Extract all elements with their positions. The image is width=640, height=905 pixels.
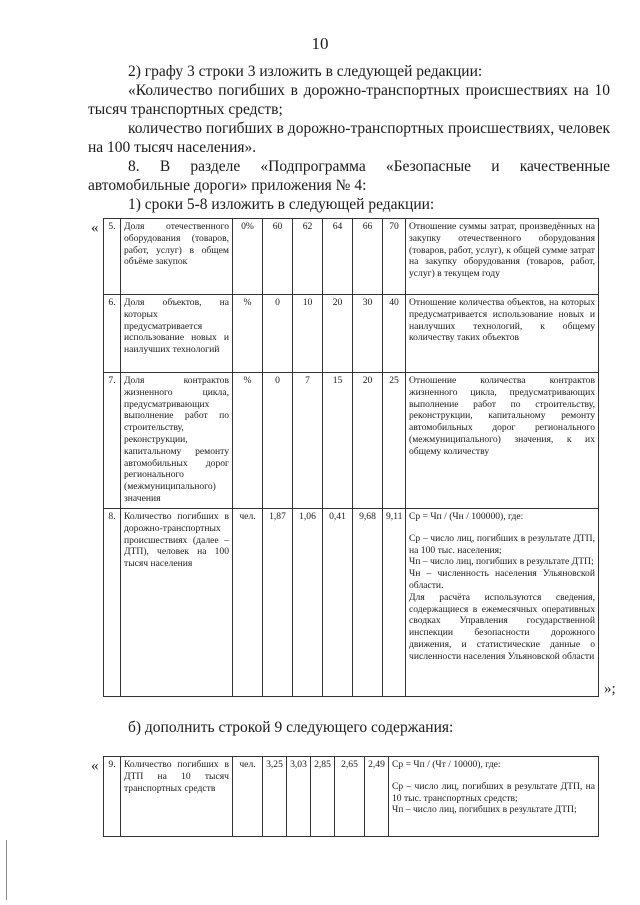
intro-line-2: «Количество погибших в дорожно-транспортных происшествиях на 10 тысяч транспортных средств; xyxy=(88,82,610,118)
table-row xyxy=(104,295,599,373)
table-row xyxy=(104,509,599,697)
unit-cell: % xyxy=(233,373,263,509)
intro-line-5: 1) сроки 5-8 изложить в следующей редакции: xyxy=(128,196,435,213)
between-text xyxy=(88,718,610,737)
table-row xyxy=(104,219,599,295)
unit-cell: % xyxy=(233,295,263,373)
value-cell: 3,25 xyxy=(263,757,287,837)
description-paragraph: Ср – число лиц, погибших в результате ДТП, на 10 тыс. транспортных средств; xyxy=(392,780,595,804)
row-number-cell: 5. xyxy=(104,219,121,295)
value-cell: 15 xyxy=(323,373,353,509)
method-description-cell xyxy=(406,509,599,697)
table-row xyxy=(104,373,599,509)
indicator-name-cell: Доля отечественного оборудования (товаров, работ, услуг) в общем объёме закупок xyxy=(121,219,233,295)
value-cell: 9,11 xyxy=(383,509,406,697)
value-cell: 0 xyxy=(263,295,293,373)
description-paragraph: Чп – число лиц, погибших в результате ДТП; xyxy=(409,556,594,568)
row-number-cell: 9. xyxy=(104,757,121,837)
intro-line-3: количество погибших в дорожно-транспортных происшествиях, человек на 100 тысяч населения». xyxy=(88,120,610,156)
page-number: 10 xyxy=(311,34,329,53)
intro-text xyxy=(88,62,610,214)
description-paragraph: Чн – численность населения Ульяновской области. xyxy=(409,568,595,591)
method-description-cell xyxy=(389,757,599,837)
added-row-table xyxy=(103,756,599,837)
description-paragraph: Ср = Чп / (Чт / 10000), где: xyxy=(392,759,501,770)
description-paragraph xyxy=(392,771,595,781)
value-cell: 25 xyxy=(383,373,406,509)
value-cell: 20 xyxy=(323,295,353,373)
unit-cell: чел. xyxy=(233,757,263,837)
table1-open-quote: « xyxy=(91,220,99,236)
description-paragraph: Ср = Чп / (Чн / 100000), где: xyxy=(409,511,524,522)
value-cell: 70 xyxy=(383,219,406,295)
indicator-name-cell: Доля контрактов жизненного цикла, предусматривающих выполнение работ по строительству, реконструкции, капитальному ремонту автомобильных дорог регионального (межмуниципального) значения xyxy=(121,373,233,509)
value-cell: 60 xyxy=(263,219,293,295)
margin-line xyxy=(6,840,7,900)
value-cell: 30 xyxy=(353,295,383,373)
value-cell: 1,87 xyxy=(263,509,293,697)
value-cell: 66 xyxy=(353,219,383,295)
indicators-table xyxy=(103,218,599,697)
row-number-cell: 8. xyxy=(104,509,121,697)
value-cell: 3,03 xyxy=(287,757,311,837)
indicator-name-cell: Количество погибших в дорожно-транспортных происшествиях (далее – ДТП), человек на 100 тысяч населения xyxy=(121,509,233,697)
intro-line-4: 8. В разделе «Подпрограмма «Безопасные и качественные автомобильные дороги» приложения № 4: xyxy=(88,158,610,194)
row-number-cell: 7. xyxy=(104,373,121,509)
description-paragraph: Чп – число лиц, погибших в результате ДТП; xyxy=(392,804,577,816)
value-cell: 1,06 xyxy=(293,509,323,697)
description-paragraph: Отношение количества объектов, на которых предусматривается использование новых и наилучших технологий, к общему количеству таких объектов xyxy=(409,297,595,344)
value-cell: 0,41 xyxy=(323,509,353,697)
unit-cell: 0% xyxy=(233,219,263,295)
add-row-instruction: б) дополнить строкой 9 следующего содержания: xyxy=(128,719,454,736)
table1-close-quote: »; xyxy=(604,681,616,697)
row-number-cell: 6. xyxy=(104,295,121,373)
value-cell: 20 xyxy=(353,373,383,509)
value-cell: 62 xyxy=(293,219,323,295)
description-paragraph xyxy=(409,523,595,533)
description-paragraph: Ср – число лиц, погибших в результате ДТП, на 100 тыс. населения; xyxy=(409,532,595,556)
method-description-cell xyxy=(406,373,599,509)
method-description-cell xyxy=(406,295,599,373)
value-cell: 40 xyxy=(383,295,406,373)
value-cell: 2,49 xyxy=(365,757,389,837)
intro-line-1: 2) графу 3 строки 3 изложить в следующей редакции: xyxy=(128,63,483,80)
value-cell: 2,85 xyxy=(311,757,335,837)
value-cell: 0 xyxy=(263,373,293,509)
table-row xyxy=(104,757,599,837)
unit-cell: чел. xyxy=(233,509,263,697)
description-paragraph: Отношение суммы затрат, произведённых на закупку отечественного оборудования (товаров, работ, услуг), к общей сумме затрат на закупку оборудования (товаров, работ, услуг) в текущем году xyxy=(409,221,595,280)
description-paragraph: Для расчёта используются сведения, содержащиеся в ежемесячных оперативных сводках Управления государственной инспекции безопасности дорожного движения, и статистические данные о численности населения Ульяновской области xyxy=(409,591,595,662)
value-cell: 2,65 xyxy=(335,757,365,837)
description-paragraph: Отношение количества контрактов жизненного цикла, предусматривающих выполнение работ по строительству, реконструкции, капитальному ремонту автомобильных дорог регионального (межмуниципального) значения, к их общему количеству xyxy=(409,375,595,457)
value-cell: 7 xyxy=(293,373,323,509)
value-cell: 10 xyxy=(293,295,323,373)
indicator-name-cell: Количество погибших в ДТП на 10 тысяч транспортных средств xyxy=(121,757,233,837)
indicator-name-cell: Доля объектов, на которых предусматривается использование новых и наилучших технологий xyxy=(121,295,233,373)
method-description-cell xyxy=(406,219,599,295)
table2-open-quote: « xyxy=(91,758,99,774)
value-cell: 9,68 xyxy=(353,509,383,697)
value-cell: 64 xyxy=(323,219,353,295)
